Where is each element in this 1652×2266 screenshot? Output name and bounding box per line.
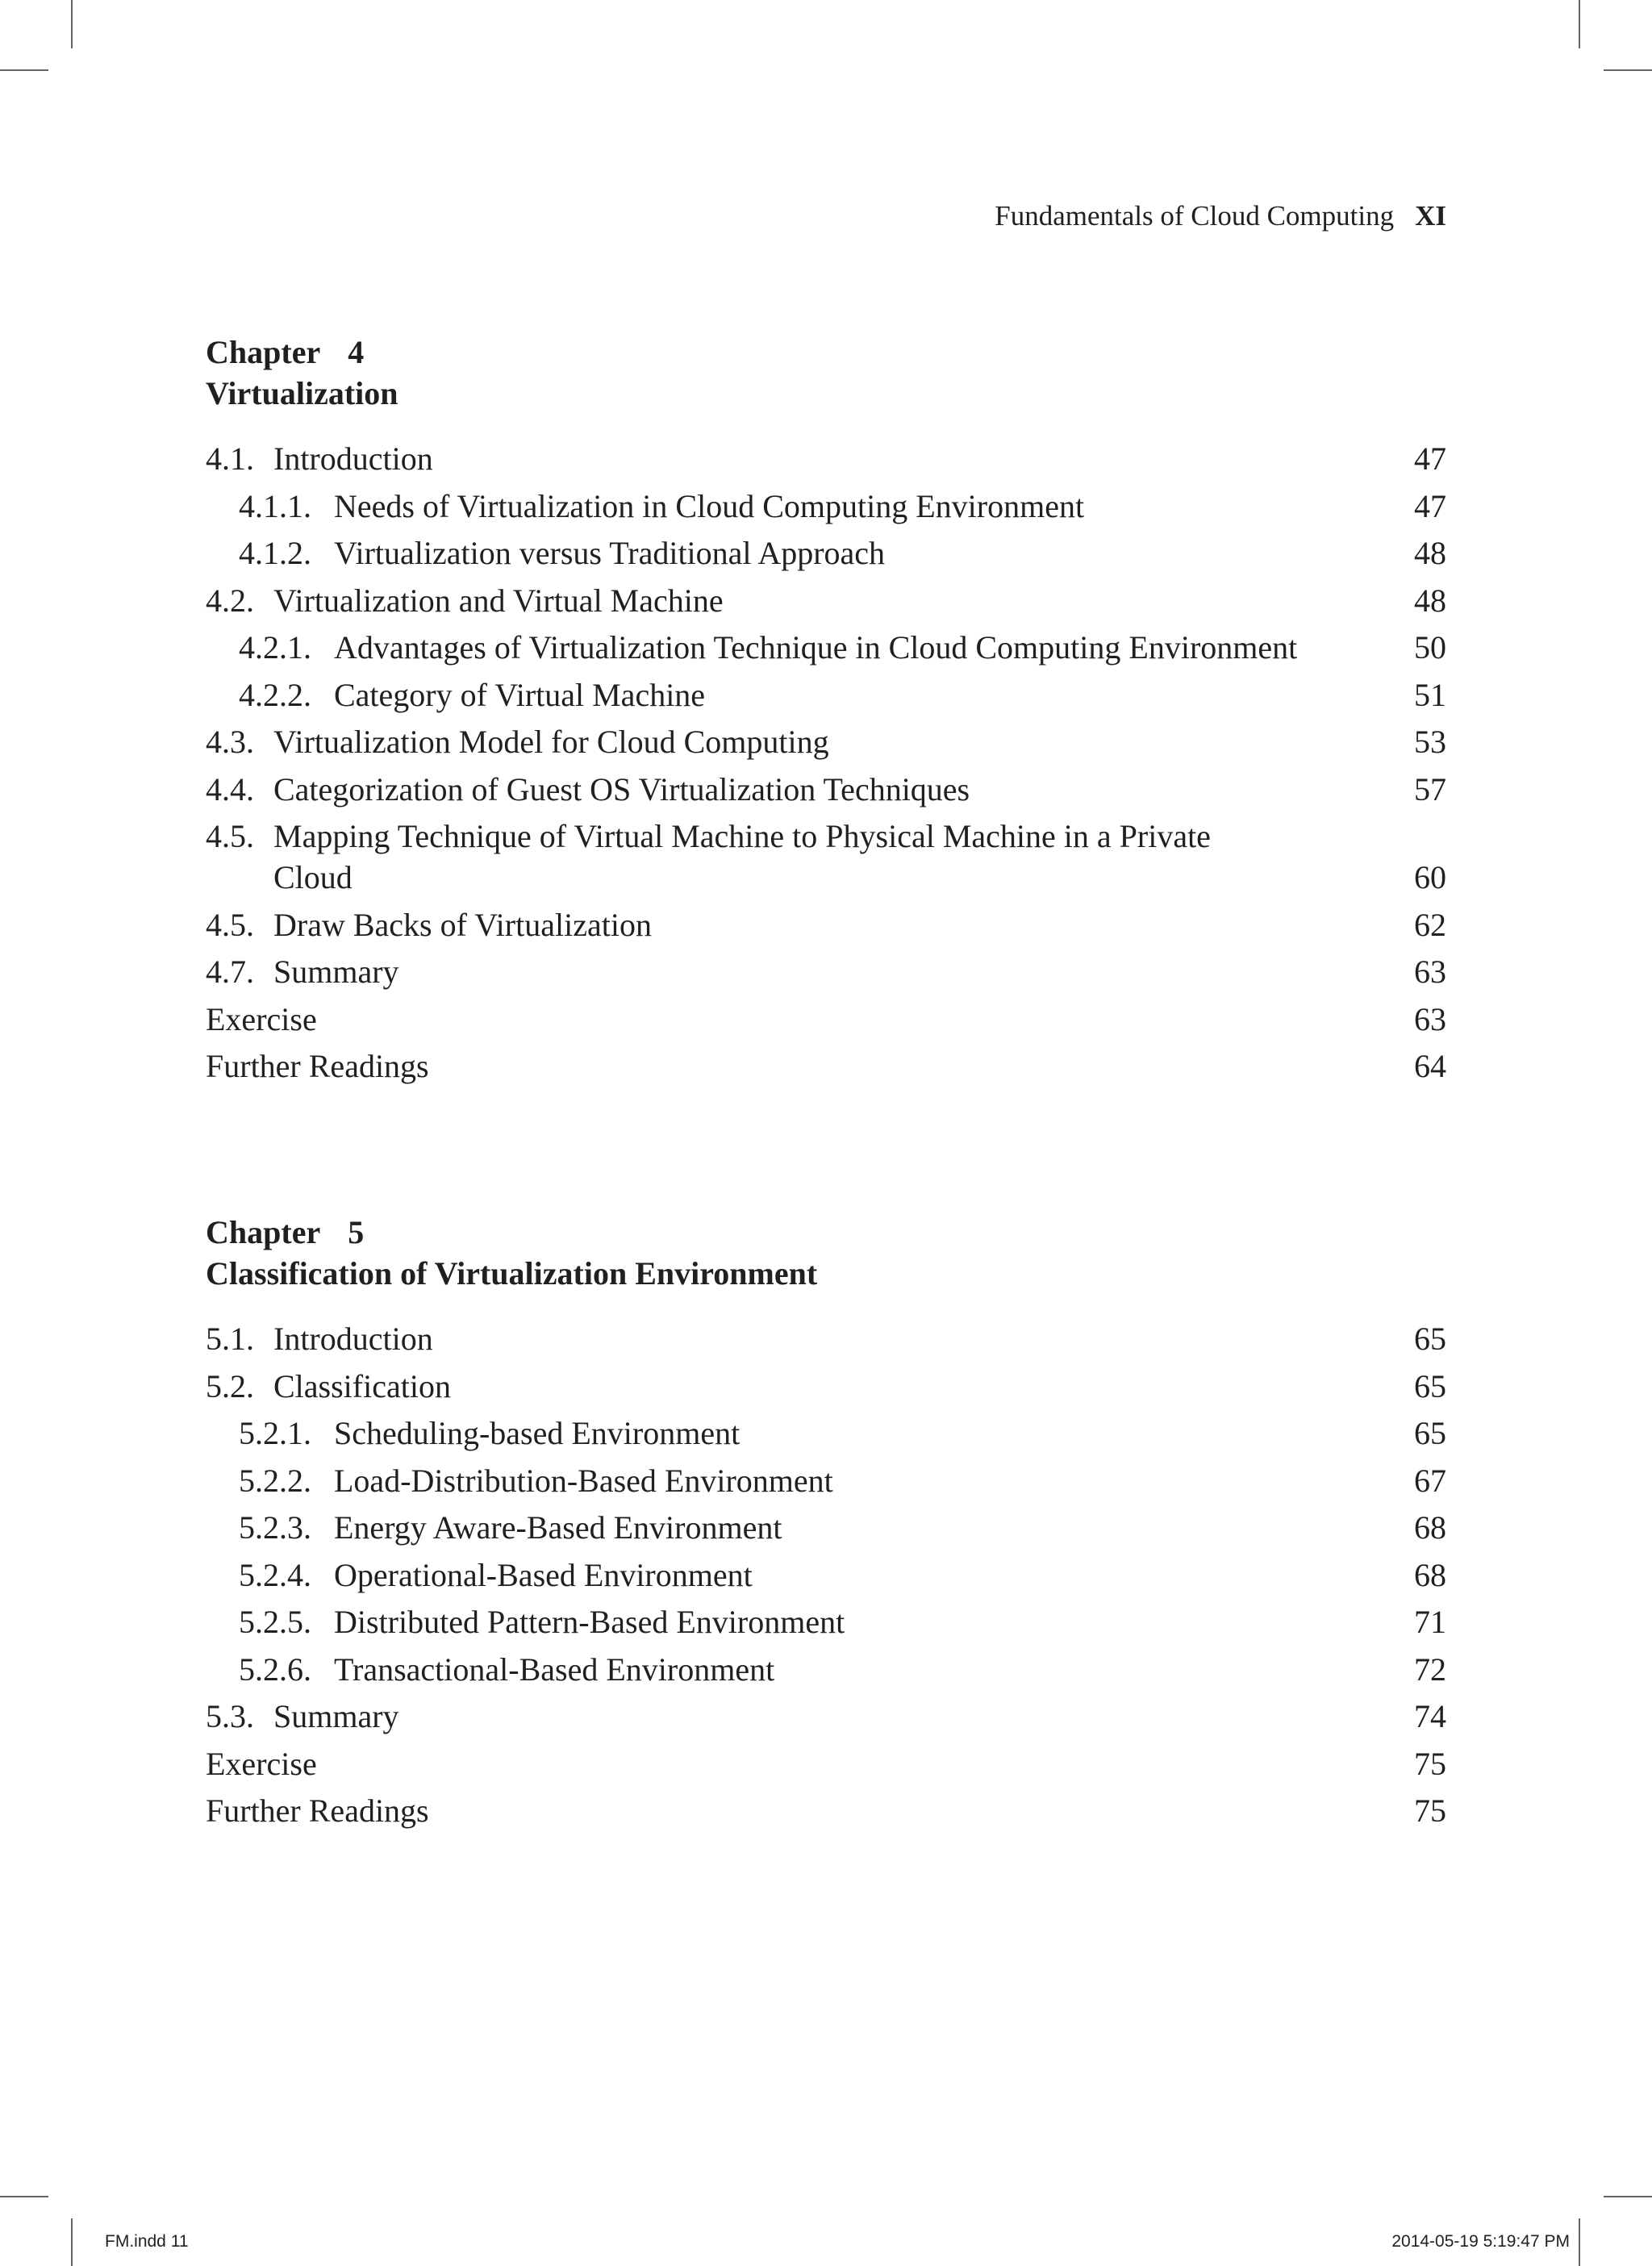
page-folio: XI — [1415, 200, 1446, 232]
slug-timestamp: 2014-05-19 5:19:47 PM — [1391, 2232, 1570, 2251]
crop-mark — [1604, 2196, 1652, 2197]
chapter-number: 5 — [348, 1214, 365, 1250]
toc-entry — [206, 1554, 1446, 1596]
toc-entry — [206, 1318, 1446, 1359]
toc-entry-page: 63 — [1414, 1000, 1446, 1037]
toc-entry-number: 5.2. — [206, 1367, 254, 1404]
toc-entry-number: 4.1.2. — [239, 535, 311, 571]
chapter-4-section — [206, 332, 1446, 1093]
toc-entry — [206, 1601, 1446, 1642]
slug-file: FM.indd 11 — [105, 2232, 189, 2251]
book-title: Fundamentals of Cloud Computing — [995, 200, 1395, 232]
toc-entry-number: 4.2.2. — [239, 676, 311, 713]
toc-entry — [206, 999, 1446, 1040]
toc-entry-title: Exercise — [206, 1745, 317, 1782]
toc-entry-number: 4.1.1. — [239, 487, 311, 524]
toc-entry — [206, 486, 1446, 527]
toc-entry — [206, 580, 1446, 621]
toc-entry-title: Energy Aware-Based Environment — [334, 1509, 782, 1546]
toc-entry-title: Load-Distribution-Based Environment — [334, 1462, 833, 1499]
toc-entry — [206, 1045, 1446, 1087]
running-header — [995, 200, 1446, 232]
chapter-heading — [206, 332, 1446, 414]
toc-entry-number: 5.2.6. — [239, 1650, 311, 1688]
toc-entry-number: 5.2.1. — [239, 1415, 311, 1451]
toc-entry — [206, 1460, 1446, 1501]
toc-entry — [206, 816, 1446, 898]
toc-entry-number: 5.2.4. — [239, 1556, 311, 1593]
chapter-title: Classification of Virtualization Environment — [206, 1255, 818, 1292]
toc-entry-title: Further Readings — [206, 1792, 429, 1829]
toc-entry-title: Virtualization versus Traditional Approach — [334, 535, 886, 571]
toc-entry-page: 65 — [1414, 1321, 1446, 1357]
toc-entry-number: 4.4. — [206, 770, 254, 807]
toc-entry-page: 68 — [1414, 1509, 1446, 1546]
toc-list — [206, 438, 1446, 1087]
chapter-label: Chapter — [206, 1214, 321, 1250]
toc-entry — [206, 721, 1446, 762]
crop-mark — [0, 2196, 48, 2197]
toc-entry-number: 5.2.3. — [239, 1509, 311, 1546]
toc-entry-number: 4.5. — [206, 818, 254, 854]
toc-entry — [206, 532, 1446, 574]
toc-entry — [206, 951, 1446, 992]
toc-entry-page: 51 — [1414, 676, 1446, 713]
toc-entry-page: 64 — [1414, 1048, 1446, 1084]
toc-entry-page: 47 — [1414, 487, 1446, 524]
toc-entry-number: 4.1. — [206, 440, 254, 477]
toc-entry — [206, 674, 1446, 716]
toc-entry-title: Virtualization and Virtual Machine — [273, 582, 724, 619]
toc-entry-page: 68 — [1414, 1556, 1446, 1593]
toc-entry-page: 71 — [1414, 1604, 1446, 1640]
toc-entry-number: 5.2.2. — [239, 1462, 311, 1499]
crop-mark — [71, 2218, 73, 2266]
toc-entry-number: 4.7. — [206, 954, 254, 990]
toc-entry-title: Draw Backs of Virtualization — [273, 906, 652, 943]
toc-entry-title: Introduction — [273, 1321, 433, 1357]
toc-entry — [206, 1649, 1446, 1690]
toc-entry-title: Virtualization Model for Cloud Computing — [273, 724, 829, 760]
toc-entry-title: Distributed Pattern-Based Environment — [334, 1604, 845, 1640]
toc-entry-title: Summary — [273, 954, 399, 990]
toc-list — [206, 1318, 1446, 1831]
toc-entry-number: 5.3. — [206, 1698, 254, 1734]
crop-mark — [1579, 2218, 1580, 2266]
toc-entry-page: 62 — [1414, 906, 1446, 943]
crop-mark — [0, 69, 48, 71]
toc-entry-page: 50 — [1414, 629, 1446, 666]
toc-entry-page: 60 — [1414, 859, 1446, 895]
toc-entry-title: Introduction — [273, 440, 433, 477]
toc-entry-title: Advantages of Virtualization Technique in Cloud Computing Environment — [334, 629, 1298, 666]
toc-entry-page: 48 — [1414, 535, 1446, 571]
toc-entry — [206, 904, 1446, 945]
crop-mark — [71, 0, 73, 48]
toc-entry-number: 4.2. — [206, 582, 254, 619]
toc-entry-title: Operational-Based Environment — [334, 1556, 753, 1593]
toc-entry-title: Transactional-Based Environment — [334, 1650, 775, 1688]
toc-entry — [206, 438, 1446, 479]
chapter-label: Chapter — [206, 334, 321, 370]
toc-entry-title: Classification — [273, 1367, 451, 1404]
toc-entry-number: 5.2.5. — [239, 1604, 311, 1640]
chapter-number: 4 — [348, 334, 365, 370]
toc-entry-title: Category of Virtual Machine — [334, 676, 706, 713]
chapter-heading — [206, 1212, 1446, 1294]
toc-entry-page: 47 — [1414, 440, 1446, 477]
toc-entry — [206, 1413, 1446, 1454]
toc-entry-title: Further Readings — [206, 1048, 429, 1084]
toc-entry-page: 65 — [1414, 1367, 1446, 1404]
toc-entry-number: 4.5. — [206, 906, 254, 943]
toc-entry-title: Exercise — [206, 1000, 317, 1037]
toc-entry-page: 65 — [1414, 1415, 1446, 1451]
toc-entry-page: 48 — [1414, 582, 1446, 619]
crop-mark — [1604, 69, 1652, 71]
toc-entry-number: 4.3. — [206, 724, 254, 760]
toc-entry-page: 57 — [1414, 770, 1446, 807]
toc-entry — [206, 627, 1446, 668]
toc-entry-page: 74 — [1414, 1698, 1446, 1734]
toc-entry — [206, 1790, 1446, 1831]
toc-entry-title: Categorization of Guest OS Virtualization Techniques — [273, 770, 970, 807]
toc-entry-page: 72 — [1414, 1650, 1446, 1688]
toc-entry-number: 4.2.1. — [239, 629, 311, 666]
toc-entry-title: Mapping Technique of Virtual Machine to Physical Machine in a Private Cloud — [273, 818, 1211, 895]
crop-mark — [1579, 0, 1580, 48]
toc-entry-page: 75 — [1414, 1792, 1446, 1829]
chapter-5-section — [206, 1212, 1446, 1838]
toc-entry — [206, 1366, 1446, 1407]
toc-entry-page: 53 — [1414, 724, 1446, 760]
toc-entry — [206, 769, 1446, 810]
toc-entry-page: 63 — [1414, 954, 1446, 990]
toc-entry-title: Summary — [273, 1698, 399, 1734]
toc-entry-title: Needs of Virtualization in Cloud Computing Environment — [334, 487, 1085, 524]
toc-entry-page: 67 — [1414, 1462, 1446, 1499]
toc-entry-title: Scheduling-based Environment — [334, 1415, 740, 1451]
toc-entry — [206, 1696, 1446, 1737]
toc-entry-number: 5.1. — [206, 1321, 254, 1357]
chapter-title: Virtualization — [206, 375, 398, 411]
toc-entry-page: 75 — [1414, 1745, 1446, 1782]
toc-entry — [206, 1743, 1446, 1784]
toc-entry — [206, 1507, 1446, 1548]
